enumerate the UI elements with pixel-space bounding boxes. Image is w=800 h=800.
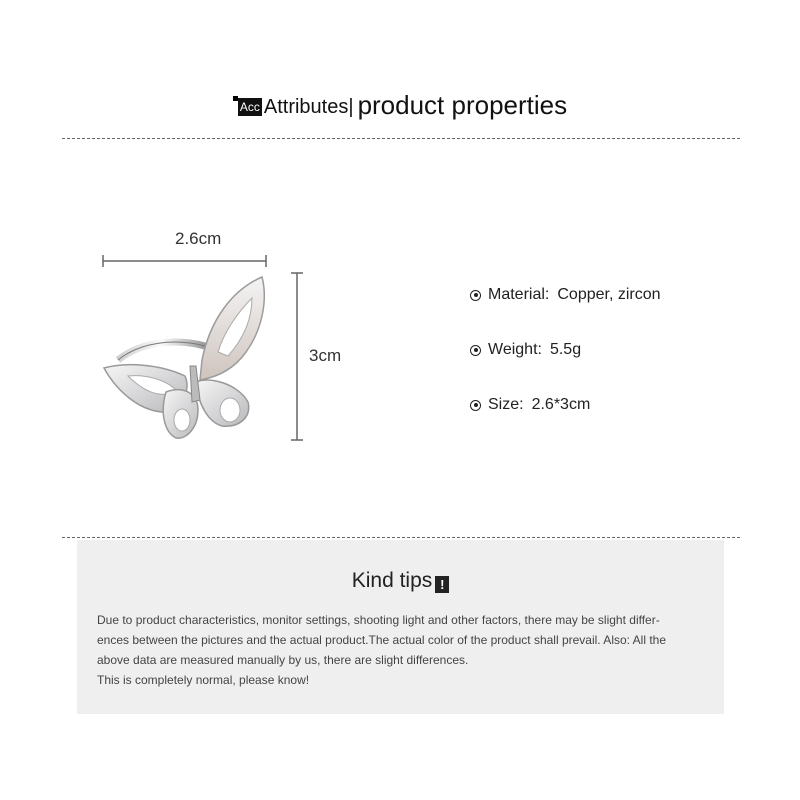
property-size xyxy=(470,393,661,417)
property-value: 2.6*3cm xyxy=(531,396,591,413)
tips-line: This is completely normal, please know! xyxy=(97,673,310,687)
property-value: 5.5g xyxy=(549,341,582,358)
radio-dot-icon xyxy=(470,400,481,411)
header-badge: Acc xyxy=(239,100,260,114)
width-dimension-label: 2.6cm xyxy=(175,229,222,248)
property-weight xyxy=(470,338,661,362)
radio-dot-icon xyxy=(470,290,481,301)
property-label: Size: xyxy=(488,396,524,413)
kind-tips-title: Kind tips xyxy=(351,569,433,592)
property-material xyxy=(470,283,661,307)
bottom-divider xyxy=(62,537,740,538)
width-dimension-line xyxy=(103,255,266,267)
radio-dot-icon xyxy=(470,345,481,356)
height-dimension-label: 3cm xyxy=(309,346,342,365)
kind-tips-text xyxy=(97,610,709,690)
properties-list xyxy=(470,283,661,448)
tips-line: Due to product characteristics, monitor settings, shooting light and other factors, there may be slight differ- xyxy=(97,613,660,627)
property-label: Material: xyxy=(488,286,550,303)
header-attributes-label: Attributes xyxy=(263,96,349,118)
tips-line: ences between the pictures and the actual product.The actual color of the product shall prevail. Also: All the xyxy=(97,633,667,647)
kind-tips-heading xyxy=(77,569,724,593)
kind-tips-panel xyxy=(77,540,724,714)
butterfly-ring-image xyxy=(104,277,264,438)
exclamation-icon: ! xyxy=(435,576,449,593)
tips-line: above data are measured manually by us, there are slight differences. xyxy=(97,653,469,667)
property-value: Copper, zircon xyxy=(557,286,661,303)
height-dimension-line xyxy=(291,273,303,440)
header-separator: | xyxy=(348,96,354,118)
page-title: product properties xyxy=(357,90,568,120)
property-label: Weight: xyxy=(488,341,542,358)
